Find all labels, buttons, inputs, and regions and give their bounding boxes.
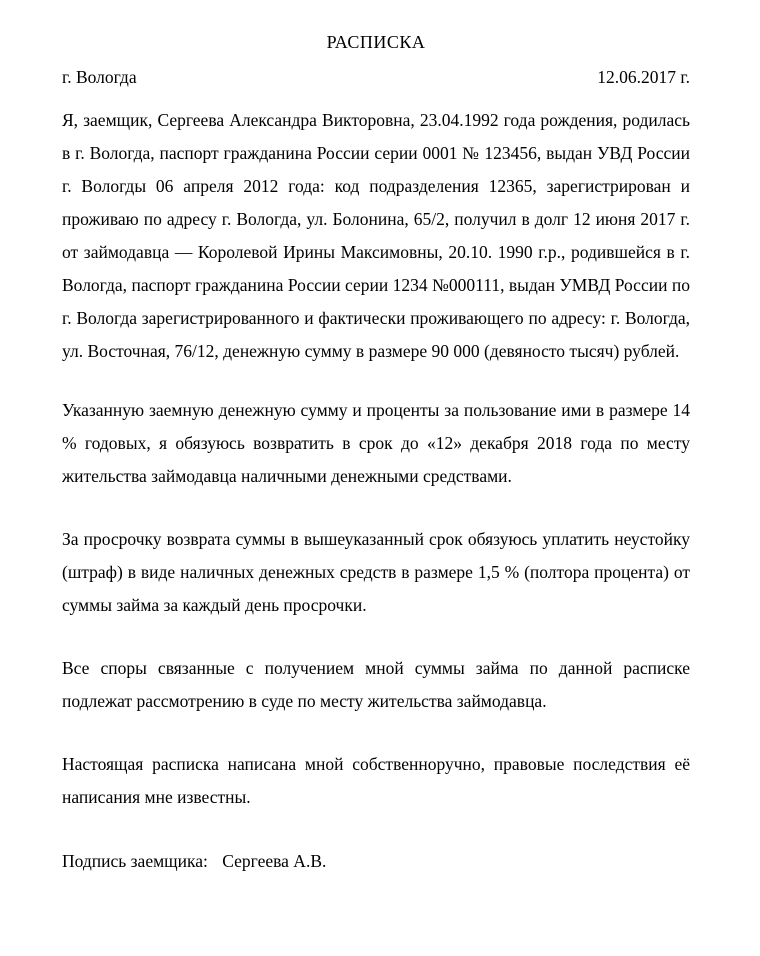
- paragraph-handwritten-declaration: Настоящая расписка написана мной собственноручно, правовые последствия её написания мне известны.: [62, 754, 690, 807]
- city-date-row: [62, 61, 690, 94]
- paragraph-borrower-details: Я, заемщик, Сергеева Александра Викторовна, 23.04.1992 года рождения, родилась в г. Вологда, паспорт гражданина России серии 0001 № 123456, выдан УВД России г. Вологды 06 апреля 2012 года: код подразделения 12365, зарегистрирован и проживаю по адресу г. Вологда, ул. Болонина, 65/2, получил в долг 12 июня 2017 г. от займодавца — Королевой Ирины Максимовны, 20.10. 1990 г.р., родившейся в г. Вологда, паспорт гражданина России серии 1234 №000111, выдан УМВД России по г. Вологда зарегистрированного и фактически проживающего по адресу: г. Вологда, ул. Восточная, 76/12, денежную сумму в размере 90 000 (девяносто тысяч) рублей.: [62, 110, 690, 361]
- paragraph-repayment-terms: Указанную заемную денежную сумму и проценты за пользование ими в размере 14 % годовых, я обязуюсь возвратить в срок до «12» декабря 2018 года по месту жительства займодавца наличными денежными средствами.: [62, 400, 690, 486]
- paragraph-penalty-terms: За просрочку возврата суммы в вышеуказанный срок обязуюсь уплатить неустойку (штраф) в виде наличных денежных средств в размере 1,5 % (полтора процента) от суммы займа за каждый день просрочки.: [62, 529, 690, 615]
- signature-label: Подпись заемщика:: [62, 851, 208, 871]
- document-city: г. Вологда: [62, 67, 137, 87]
- document-date: 12.06.2017 г.: [597, 67, 690, 87]
- paragraph-dispute-resolution: Все споры связанные с получением мной суммы займа по данной расписке подлежат рассмотрению в суде по месту жительства займодавца.: [62, 658, 690, 711]
- signature-row: [62, 845, 690, 878]
- signature-value: Сергеева А.В.: [222, 851, 327, 871]
- document-title: РАСПИСКА: [326, 32, 426, 52]
